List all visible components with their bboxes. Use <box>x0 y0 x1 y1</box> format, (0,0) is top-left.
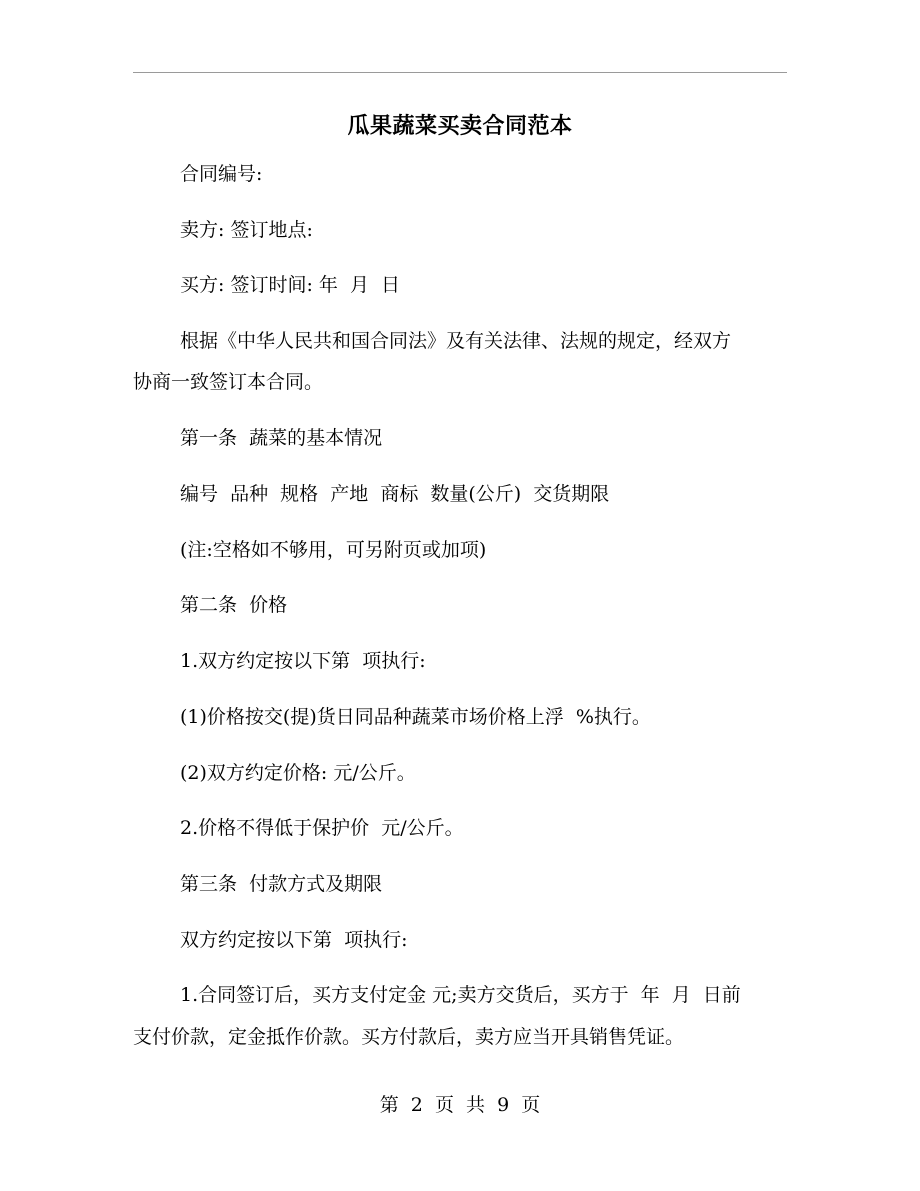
header-rule <box>133 72 787 73</box>
article-3-item-1-line-1: 1.合同签订后，买方支付定金 元;卖方交货后，买方于 年 月 日前 <box>180 984 741 1006</box>
article-1-note: (注:空格如不够用，可另附页或加项) <box>180 539 487 561</box>
buyer-line: 买方: 签订时间: 年 月 日 <box>180 274 401 296</box>
page-number-footer: 第 2 页 共 9 页 <box>379 1094 541 1116</box>
intro-paragraph-line-1: 根据《中华人民共和国合同法》及有关法律、法规的规定，经双方 <box>180 330 732 352</box>
article-3-title: 第三条 付款方式及期限 <box>180 873 383 895</box>
article-2-item-1-2: (2)双方约定价格: 元/公斤。 <box>180 762 416 784</box>
article-2-item-2: 2.价格不得低于保护价 元/公斤。 <box>180 817 464 839</box>
article-3-lead: 双方约定按以下第 项执行: <box>180 929 408 951</box>
article-2-title: 第二条 价格 <box>180 594 288 616</box>
document-title: 瓜果蔬菜买卖合同范本 <box>347 113 573 139</box>
article-1-table-headers: 编号 品种 规格 产地 商标 数量(公斤) 交货期限 <box>180 483 610 505</box>
article-2-item-1: 1.双方约定按以下第 项执行: <box>180 650 426 672</box>
contract-number-line: 合同编号: <box>180 163 263 185</box>
article-2-item-1-1: (1)价格按交(提)货日同品种蔬菜市场价格上浮 %执行。 <box>180 706 651 728</box>
seller-line: 卖方: 签订地点: <box>180 219 313 241</box>
intro-paragraph-line-2: 协商一致签订本合同。 <box>133 371 324 393</box>
article-3-item-1-line-2: 支付价款，定金抵作价款。买方付款后，卖方应当开具销售凭证。 <box>133 1026 685 1048</box>
article-1-title: 第一条 蔬菜的基本情况 <box>180 427 383 449</box>
